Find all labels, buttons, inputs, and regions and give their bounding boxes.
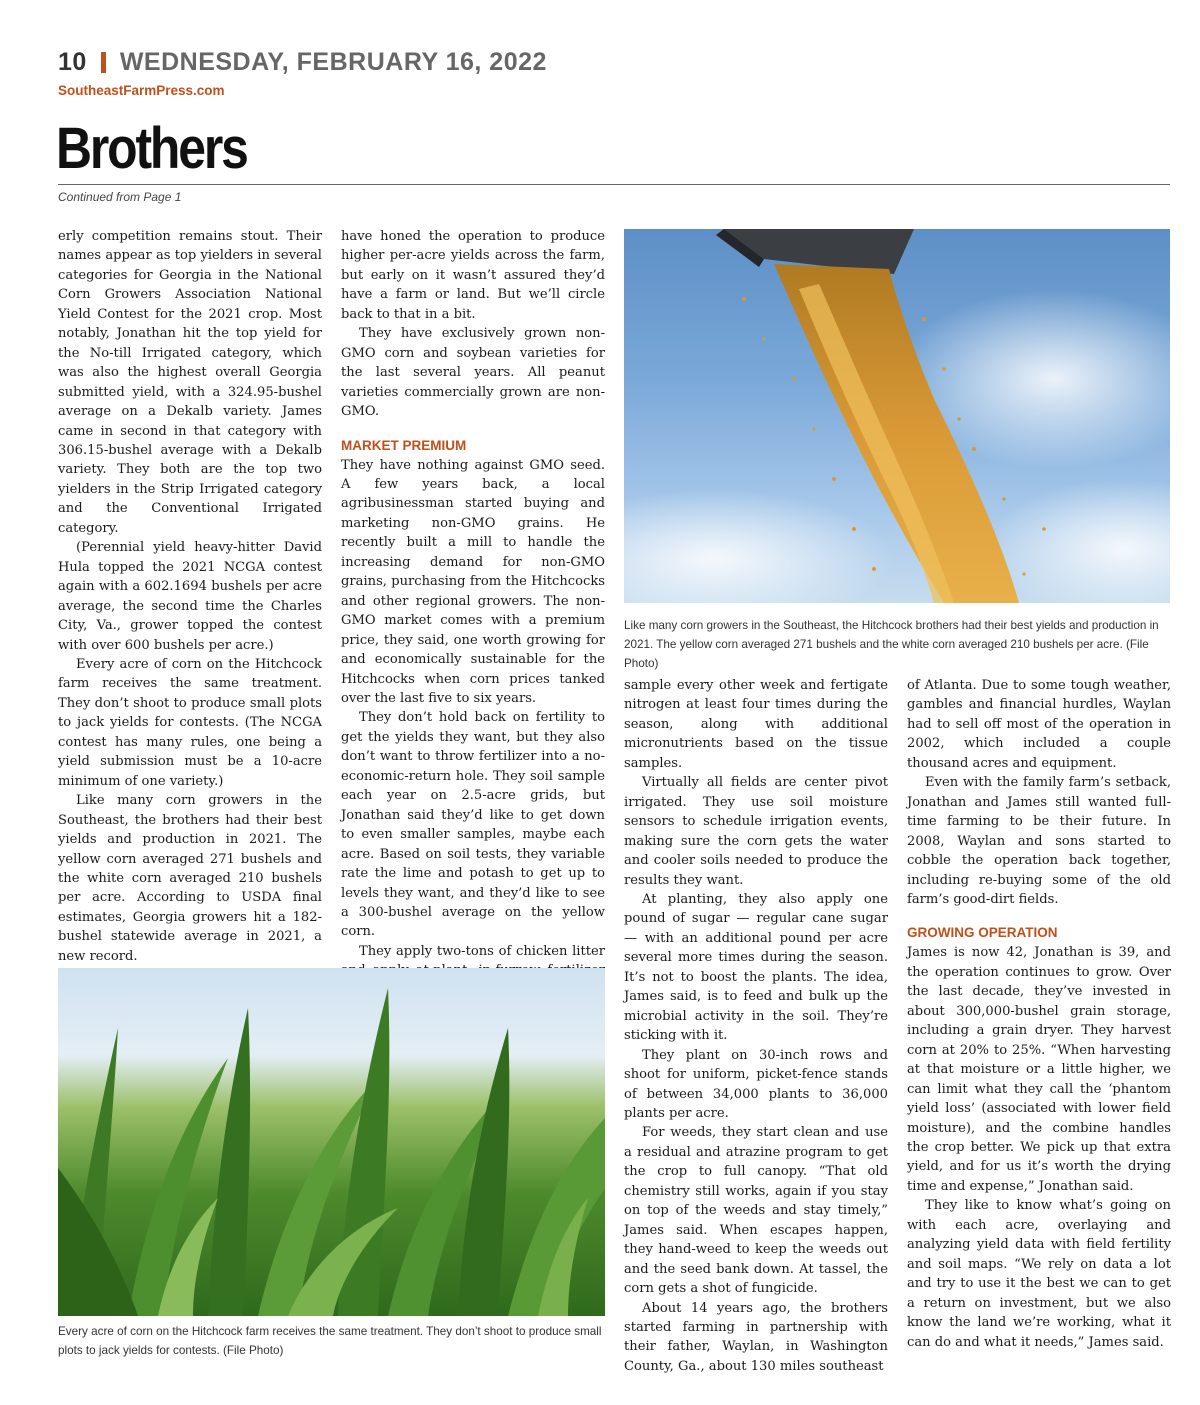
headline-rule: [58, 184, 1170, 185]
subhead-market-premium: MARKET PREMIUM: [341, 437, 467, 453]
column-1: [58, 227, 322, 986]
paragraph: For weeds, they start clean and use a residual and atrazine program to get the crop to full canopy. “That old chemistry still works, again if you stay on top of the weeds and stay timely,” James said. When escapes happen, they hand-weed to keep the weeds out and the seed bank down. At tassel, the corn gets a shot of fungicide.: [624, 1125, 888, 1297]
issue-date: WEDNESDAY, FEBRUARY 16, 2022: [119, 48, 547, 76]
paragraph: They have nothing against GMO seed. A few years back, a local agribusinessman started buying and marketing non-GMO grains. He recently built a mill to handle the increasing demand for non-GMO grains, purchasing from the Hitchcocks and other regional growers. The non-GMO market comes with a premium price, they said, one worth growing for and economically sustainable for the Hitchcocks when corn prices tanked over the last five to six years.: [341, 457, 605, 706]
column-3: [624, 676, 888, 1376]
header-divider: [101, 52, 106, 73]
paragraph: About 14 years ago, the brothers started farming in partnership with their father, Waylan, in Washington County, Ga., about 130 miles southeast: [624, 1300, 888, 1374]
paragraph: Virtually all fields are center pivot irrigated. They use soil moisture sensors to schedule irrigation events, making sure the corn gets the water and cooler soils needed to produce the results they want.: [624, 775, 888, 888]
subhead-growing-operation: GROWING OPERATION: [907, 925, 1058, 941]
paragraph: They apply two-tons of chicken litter: [359, 943, 605, 959]
paragraph: have honed the operation to produce higher per-acre yields across the farm, but early on it wasn’t assured they’d have a farm or land. But we’ll circle back to that in a bit.: [341, 229, 605, 322]
site-name: SoutheastFarmPress.com: [58, 83, 225, 98]
page-number: 10: [58, 48, 87, 76]
field-photo-caption: Every acre of corn on the Hitchcock farm receives the same treatment. They don’t shoot to produce small plots to jack yields for contests. (File Photo): [58, 1325, 602, 1357]
paragraph: They like to know what’s going on with each acre, overlaying and analyzing yield data with field fertility and soil maps. “We rely on data a lot and try to use it the best we can to get a return on investment, but we also know the land we’re working, what it can do and what it needs,” James said.: [907, 1198, 1171, 1350]
paragraph: (Perennial yield heavy-hitter David Hula topped the 2021 NCGA contest again with a 602.1694 bushels per acre average, the second time the Charles City, Va., grower topped the contest with over 600 bushels per acre.): [58, 540, 322, 653]
paragraph: James is now 42, Jonathan is 39, and the operation continues to grow. Over the last decade, they’ve invested in about 300,000-bushel grain storage, including a grain dryer. They harvest corn at 20% to 25%. “When harvesting at that moisture or a little higher, we can limit what they call the ‘phantom yield loss’ (associated with lower field moisture), and the combine handles the crop better. We pick up that extra yield, and for us it’s worth the drying time and expense,” Jonathan said.: [907, 945, 1171, 1194]
column-2: [341, 227, 605, 1000]
page-header: [58, 48, 547, 77]
paragraph: They plant on 30-inch rows and shoot for uniform, picket-fence stands of between 34,000 plants to 36,000 plants per acre.: [624, 1047, 888, 1121]
corn-pour-illustration: [624, 229, 1170, 603]
paragraph: Even with the family farm’s setback, Jonathan and James still wanted full-time farming to be their future. In 2008, Waylan and sons started to cobble the operation back together, including re-buying some of the old farm’s good-dirt fields.: [907, 775, 1171, 907]
paragraph: of Atlanta. Due to some tough weather, gambles and financial hurdles, Waylan had to sell off most of the operation in 2002, which included a couple thousand acres and equipment.: [907, 678, 1171, 771]
paragraph: They don’t hold back on fertility to get the yields they want, but they also don’t want to throw fertilizer into a no-economic-return hole. They soil sample each year on 2.5-acre grids, but Jonathan said they’d like to get down to even smaller samples, maybe each acre. Based on soil tests, they variable rate the lime and potash to get up to levels they want, and they’d like to see a 300-bushel average on the yellow corn.: [341, 710, 605, 940]
corn-field-photo: [58, 968, 605, 1316]
paragraph: They have exclusively grown non-GMO corn and soybean varieties for the last several years. All peanut varieties commercially grown are non-GMO.: [341, 326, 605, 420]
paragraph: Like many corn growers in the Southeast, the brothers had their best yields and production in 2021. The yellow corn averaged 271 bushels and the white corn averaged 210 bushels per acre. According to USDA final estimates, Georgia growers hit a 182-bushel statewide average in 2021, a new record.: [58, 793, 322, 964]
column-4: [907, 676, 1171, 1352]
corn-pour-photo: [624, 229, 1170, 603]
corn-photo-caption: Like many corn growers in the Southeast, the Hitchcock brothers had their best yields and production in 2021. The yellow corn averaged 271 bushels and the white corn averaged 210 bushels per acre. (File Photo): [624, 619, 1159, 670]
paragraph: sample every other week and fertigate nitrogen at least four times during the season, along with additional micronutrients based on the tissue samples.: [624, 678, 888, 771]
paragraph: Every acre of corn on the Hitchcock farm receives the same treatment. They don’t shoot to produce small plots to jack yields for contests. (The NCGA contest has many rules, one being a yield submission must be a 10-acre minimum of one variety.): [58, 656, 322, 789]
paragraph: erly competition remains stout. Their names appear as top yielders in several categories for Georgia in the National Corn Growers Association National Yield Contest for the 2021 crop. Most notably, Jonathan hit the top yield for the No-till Irrigated category, which was also the highest overall Georgia submitted yield, with a 324.95-bushel average on a Dekalb variety. James came in second in that category with 306.15-bushel average with a Dekalb variety. They both are the top two yielders in the Strip Irrigated category and the Conventional Irrigated category.: [58, 229, 322, 536]
corn-field-illustration: [58, 968, 605, 1316]
headline: Brothers: [56, 116, 247, 181]
paragraph: At planting, they also apply one pound of sugar — regular cane sugar — with an additional pound per acre several more times during the season. It’s not to boost the plants. The idea, James said, is to feed and bulk up the microbial activity in the soil. They’re sticking with it.: [624, 891, 888, 1044]
continued-note: Continued from Page 1: [58, 190, 182, 204]
